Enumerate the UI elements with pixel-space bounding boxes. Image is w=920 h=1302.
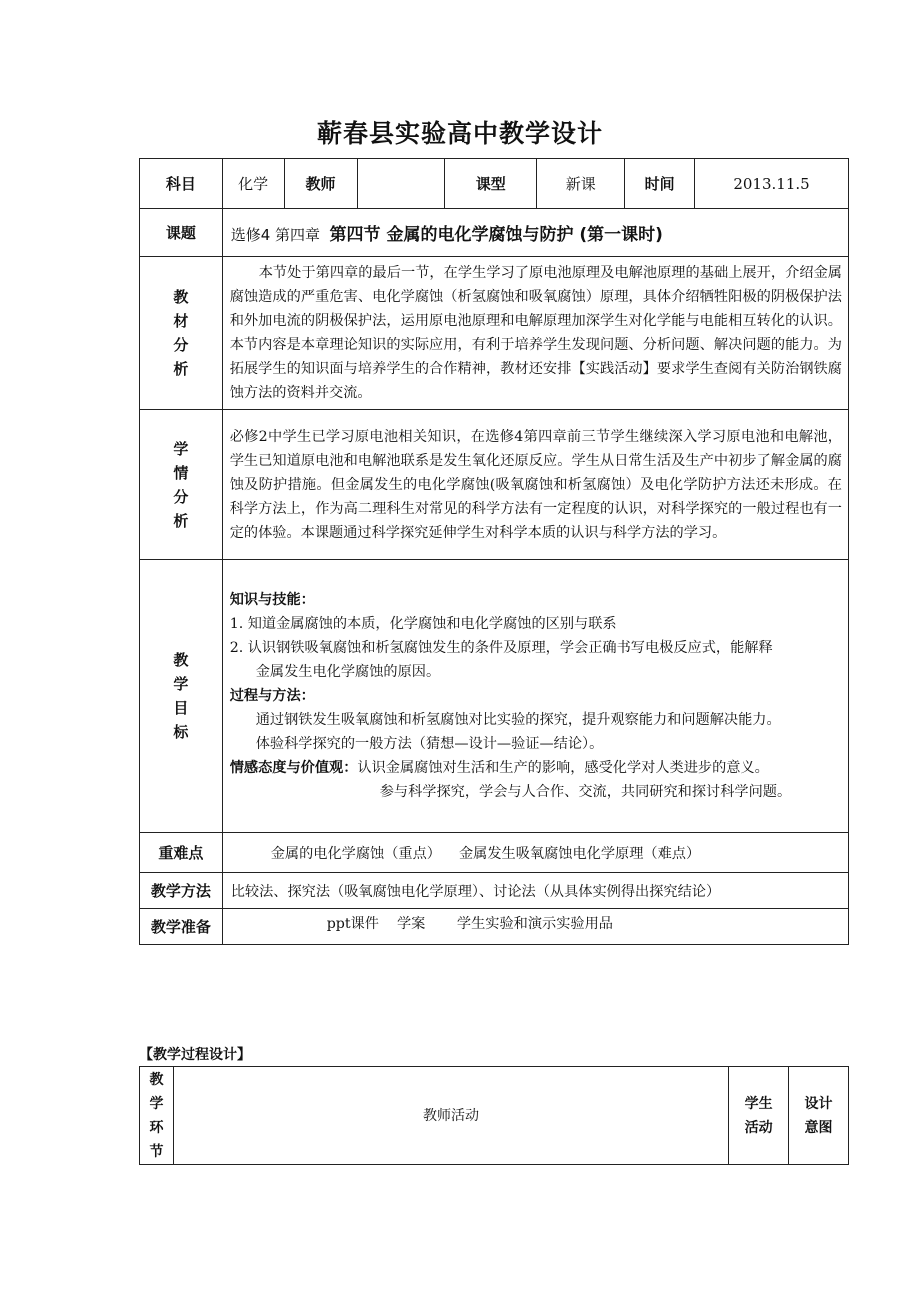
process-col-teacher: 教师活动 (173, 1067, 728, 1165)
knowledge-1: 1. 知道金属腐蚀的本质，化学腐蚀和电化学腐蚀的区别与联系 (229, 616, 617, 632)
preparation-row (140, 909, 849, 945)
key-points-text: 金属的电化学腐蚀（重点） 金属发生吸氧腐蚀电化学原理（难点） (222, 833, 848, 873)
process-header-row (140, 1067, 849, 1165)
objectives-label: 教 学 目 标 (140, 560, 223, 833)
knowledge-2: 2. 认识钢铁吸氧腐蚀和析氢腐蚀发生的条件及原理，学会正确书写电极反应式，能解释 (229, 640, 773, 656)
topic-label: 课题 (140, 209, 223, 257)
time-value: 2013.11.5 (695, 159, 849, 209)
subject-value: 化学 (222, 159, 284, 209)
process-table (139, 1066, 849, 1165)
type-label: 课型 (445, 159, 537, 209)
topic-row (140, 209, 849, 257)
objectives-text (222, 560, 848, 833)
topic-section: 第四节 金属的电化学腐蚀与防护 (第一课时) (329, 225, 663, 245)
teacher-label: 教师 (284, 159, 357, 209)
emotion-1: 认识金属腐蚀对生活和生产的影响，感受化学对人类进步的意义。 (357, 760, 769, 776)
page-title: 蕲春县实验高中教学设计 (316, 119, 603, 148)
topic-prefix: 选修4 第四章 (230, 226, 320, 244)
student-analysis-label: 学 情 分 析 (140, 410, 223, 560)
knowledge-heading: 知识与技能： (229, 592, 315, 608)
methods-text: 比较法、探究法（吸氧腐蚀电化学原理）、讨论法（从具体实例得出探究结论） (222, 873, 848, 909)
key-points-row (140, 833, 849, 873)
type-value: 新课 (537, 159, 625, 209)
student-analysis-text: 必修2中学生已学习原电池相关知识，在选修4第四章前三节学生继续深入学习原电池和电解池，学生已知道原电池和电解池联系是发生氧化还原反应。学生从日常生活及生产中初步了解金属的腐蚀及防护措施。但金属发生的电化学腐蚀(吸氧腐蚀和析氢腐蚀）及电化学防护方法还未形成。在科学方法上，作为高二理科生对常见的科学方法有一定程度的认识，对科学探究的一般过程也有一定的体验。本课题通过科学探究延伸学生对科学本质的认识与科学方法的学习。 (222, 410, 848, 560)
header-row (140, 159, 849, 209)
objectives-row (140, 560, 849, 833)
process-1: 通过钢铁发生吸氧腐蚀和析氢腐蚀对比实验的探究，提升观察能力和问题解决能力。 (255, 712, 781, 728)
preparation-text: ppt课件 学案 学生实验和演示实验用品 (222, 909, 848, 945)
material-analysis-text: 本节处于第四章的最后一节，在学生学习了原电池原理及电解池原理的基础上展开，介绍金属腐蚀造成的严重危害、电化学腐蚀（析氢腐蚀和吸氧腐蚀）原理，具体介绍牺牲阳极的阴极保护法和外加电流的阴极保护法，运用原电池原理和电解原理加深学生对化学能与电能相互转化的认识。本节内容是本章理论知识的实际应用，有利于培养学生发现问题、分析问题、解决问题的能力。为拓展学生的知识面与培养学生的合作精神，教材还安排【实践活动】要求学生查阅有关防治钢铁腐蚀方法的资料并交流。 (222, 257, 848, 410)
time-label: 时间 (625, 159, 695, 209)
key-points-label: 重难点 (140, 833, 223, 873)
material-analysis-label: 教 材 分 析 (140, 257, 223, 410)
subject-label: 科目 (140, 159, 223, 209)
methods-row (140, 873, 849, 909)
process-col-stage: 教 学 环 节 (140, 1067, 174, 1165)
knowledge-2b: 金属发生电化学腐蚀的原因。 (255, 664, 441, 680)
process-heading: 过程与方法： (229, 688, 315, 704)
process-2: 体验科学探究的一般方法（猜想—设计—验证—结论）。 (255, 736, 604, 752)
emotion-2: 参与科学探究，学会与人合作、交流，共同研究和探讨科学问题。 (379, 784, 792, 800)
material-analysis-row (140, 257, 849, 410)
emotion-heading: 情感态度与价值观： (229, 760, 358, 776)
student-analysis-row (140, 410, 849, 560)
process-col-intent: 设计 意图 (789, 1067, 849, 1165)
teacher-value (357, 159, 445, 209)
process-col-student: 学生 活动 (729, 1067, 789, 1165)
lesson-info-table (139, 158, 849, 945)
methods-label: 教学方法 (140, 873, 223, 909)
topic-value (222, 209, 848, 257)
preparation-label: 教学准备 (140, 909, 223, 945)
process-section-title: 【教学过程设计】 (139, 1047, 251, 1063)
